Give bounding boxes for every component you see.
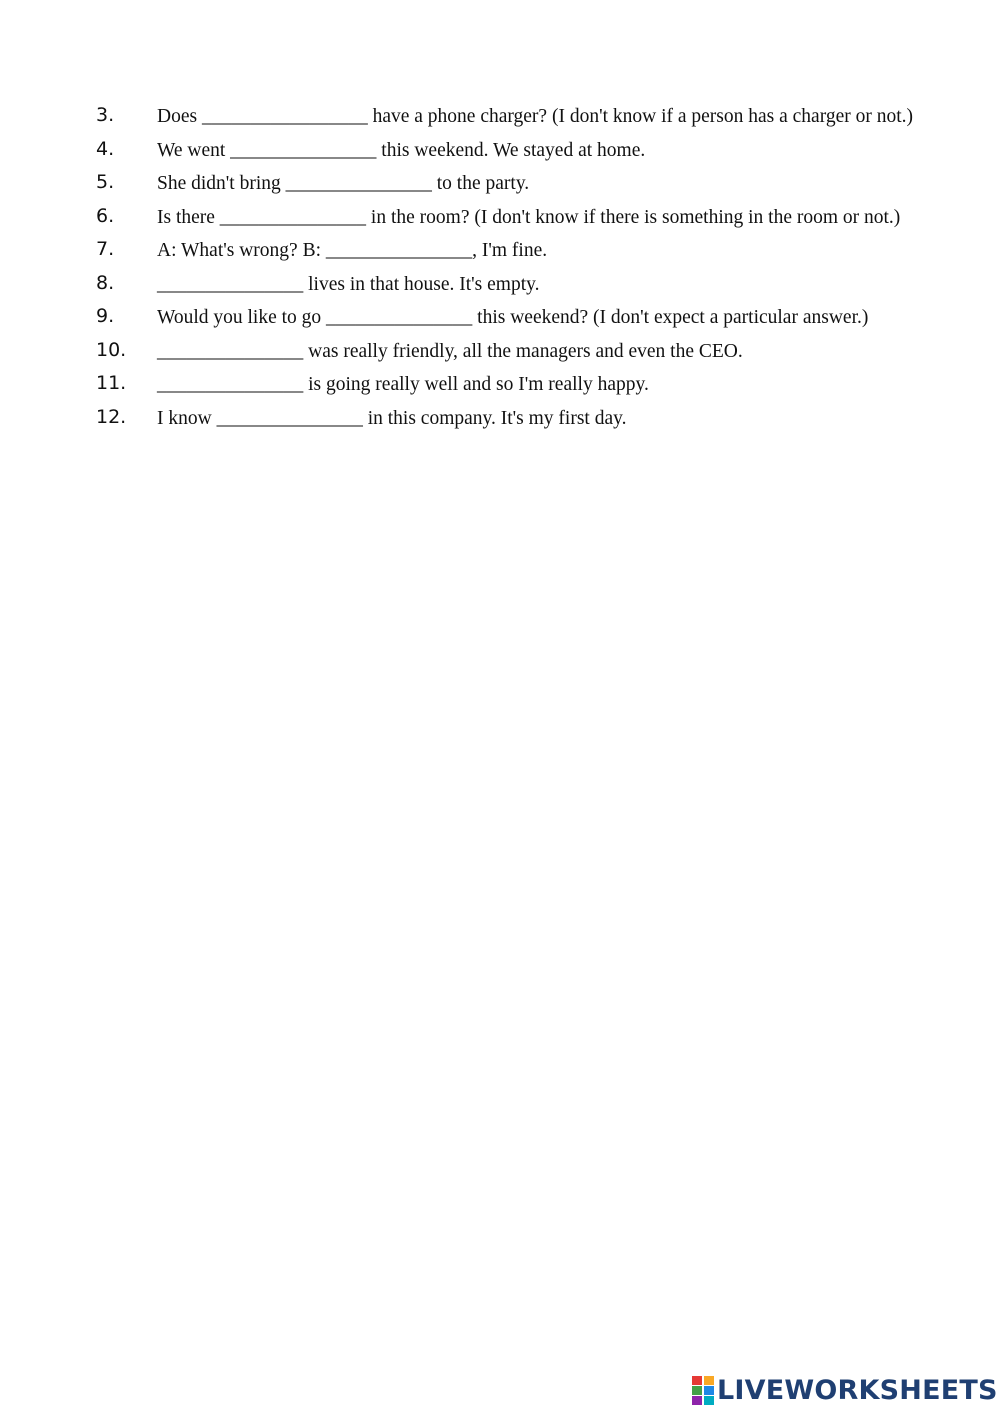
exercise-item-6 [0, 201, 1000, 235]
item-sentence: We went _______________ this weekend. We stayed at home. [157, 139, 646, 161]
exercise-item-7 [0, 234, 1000, 268]
item-sentence: _______________ is going really well and so I'm really happy. [157, 374, 649, 395]
item-sentence: I know _______________ in this company. It's my first day. [157, 407, 627, 429]
logo-square [704, 1396, 714, 1405]
item-number: 6. [96, 204, 115, 227]
item-sentence: _______________ was really friendly, all the managers and even the CEO. [157, 340, 743, 362]
liveworksheets-logo [692, 1374, 998, 1408]
exercise-item-12 [0, 402, 1000, 436]
logo-square [692, 1386, 702, 1395]
logo-square [704, 1386, 714, 1395]
logo-square [692, 1376, 702, 1385]
exercise-item-11 [0, 368, 1000, 402]
logo-square [692, 1396, 702, 1405]
item-number: 4. [96, 137, 115, 160]
item-number: 7. [96, 238, 115, 260]
item-number: 8. [96, 271, 115, 294]
exercise-item-10 [0, 335, 1000, 369]
logo-square [704, 1376, 714, 1385]
item-sentence: _______________ lives in that house. It's empty. [157, 273, 540, 295]
worksheet-list [0, 100, 1000, 435]
exercise-item-4 [0, 134, 1000, 168]
item-number: 9. [96, 305, 115, 327]
exercise-item-9 [0, 301, 1000, 335]
liveworksheets-logo-icon [692, 1376, 714, 1406]
item-number: 10. [96, 338, 127, 361]
logo-wordmark: LIVEWORKSHEETS [717, 1375, 998, 1406]
item-sentence: She didn't bring _______________ to the party. [157, 173, 530, 194]
item-sentence: Would you like to go _______________ this weekend? (I don't expect a particular answer.) [157, 307, 869, 328]
item-sentence: Is there _______________ in the room? (I don't know if there is something in the room or not.) [157, 206, 901, 228]
item-number: 3. [96, 104, 115, 126]
item-number: 5. [96, 171, 115, 193]
exercise-item-5 [0, 167, 1000, 201]
item-number: 11. [96, 372, 127, 394]
item-sentence: Does _________________ have a phone charger? (I don't know if a person has a charger or not.) [157, 106, 914, 127]
exercise-item-3 [0, 100, 1000, 134]
exercise-item-8 [0, 268, 1000, 302]
item-number: 12. [96, 405, 127, 428]
item-sentence: A: What's wrong? B: _______________, I'm fine. [157, 240, 548, 261]
